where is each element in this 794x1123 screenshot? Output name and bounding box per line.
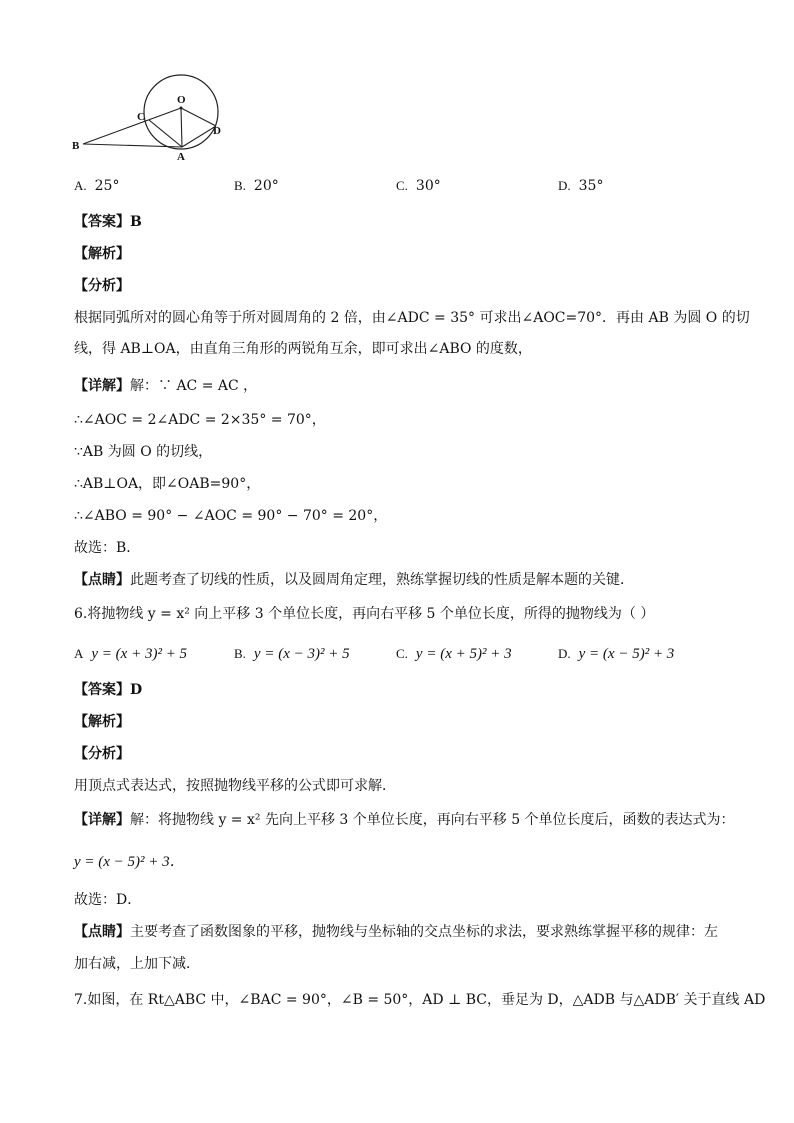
label-c: C [137,111,145,123]
option-key: B. [234,646,246,661]
dianjing-text: 此题考查了切线的性质，以及圆周角定理，熟练掌握切线的性质是解本题的关键． [130,572,634,588]
option-key: B. [234,178,246,193]
q5-choice: 故选：B． [74,540,141,556]
q6-option-b [234,644,350,664]
label-a: A [177,151,185,163]
q5-step4: ∴∠ABO = 90° − ∠AOC = 90° − 70° = 20°， [74,508,388,524]
detail-text: 解：将抛物线 y = x² 先向上平移 3 个单位长度，再向右平移 5 个单位长度后，函数的表达式为： [130,812,735,828]
q6-option-a [74,644,187,664]
option-value: y = (x − 5)² + 3 [578,646,675,662]
q5-jiexi: 【解析】 [74,246,130,262]
dianjing-text: 主要考查了函数图象的平移，抛物线与坐标轴的交点坐标的求法，要求熟练掌握平移的规律：左 [130,924,718,940]
q5-dianjing [74,570,634,590]
option-key: D. [558,646,571,661]
label-d: D [213,125,221,137]
detail-text: 解：∵ AC = AC ， [130,378,258,394]
option-key: A [74,646,84,661]
q6-jiexi: 【解析】 [74,714,130,730]
q6-fenxi-text: 用顶点式表达式，按照抛物线平移的公式即可求解． [74,778,396,794]
q5-option-a [74,176,119,196]
point-o [180,107,183,110]
option-key: D. [558,178,571,193]
q5-step2: ∵AB 为圆 O 的切线， [74,444,213,460]
q6-choice: 故选：D． [74,892,142,908]
q5-step1: ∴∠AOC = 2∠ADC = 2×35° = 70°， [74,412,326,428]
option-value: 25° [94,178,120,194]
q6-answer: 【答案】D [74,682,143,698]
q5-fenxi-line1: 根据同弧所对的圆心角等于所对圆周角的 2 倍，由∠ADC = 35° 可求出∠AOC=70°．再由 AB 为圆 O 的切 [74,310,750,326]
q6-detail [74,810,735,830]
q7-stem: 7.如图，在 Rt△ABC 中，∠BAC = 90°，∠B = 50°，AD ⊥ BC，垂足为 D，△ADB 与△ADB′ 关于直线 AD [74,992,766,1008]
option-value: 20° [253,178,279,194]
q5-fenxi: 【分析】 [74,278,130,294]
q6-dianjing-cont: 加右减，上加下减． [74,956,200,972]
q5-option-c [396,176,441,196]
q6-dianjing [74,922,718,942]
label-o: O [177,94,186,106]
dianjing-label: 【点睛】 [74,572,130,588]
segment-od [181,108,216,126]
option-key: C. [396,178,408,193]
circle-tangent-figure [66,66,236,166]
q5-option-b [234,176,279,196]
option-value: 35° [578,178,604,194]
segment-ca [149,120,182,147]
q5-answer: 【答案】B [74,214,142,230]
dianjing-label: 【点睛】 [74,924,130,940]
detail-label: 【详解】 [74,378,130,394]
label-b: B [72,140,80,152]
segment-ba [83,144,182,147]
detail-label: 【详解】 [74,812,130,828]
option-value: y = (x + 3)² + 5 [91,646,188,662]
q5-detail [74,376,257,396]
q6-option-d [558,644,674,664]
q6-fenxi: 【分析】 [74,746,130,762]
q6-option-c [396,644,512,664]
q5-option-d [558,176,603,196]
option-value: y = (x − 3)² + 5 [253,646,350,662]
q5-step3: ∴AB⊥OA，即∠OAB=90°， [74,476,261,492]
segment-bo [83,108,181,144]
segment-oa [181,108,182,147]
q6-result: y = (x − 5)² + 3． [74,854,185,870]
q6-stem: 6.将抛物线 y = x² 向上平移 3 个单位长度，再向右平移 5 个单位长度，所得的抛物线为（ ） [74,606,655,622]
q5-fenxi-line2: 线，得 AB⊥OA，由直角三角形的两锐角互余，即可求出∠ABO 的度数， [74,341,532,357]
option-value: y = (x + 5)² + 3 [415,646,512,662]
option-key: A. [74,178,87,193]
option-key: C. [396,646,408,661]
option-value: 30° [415,178,441,194]
